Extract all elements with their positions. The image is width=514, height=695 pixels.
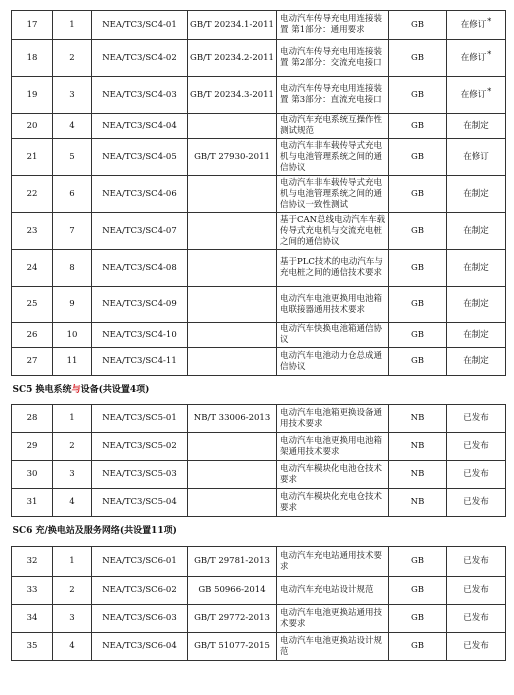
- plan-number-cell: [92, 433, 188, 461]
- standard-name: 电动汽车电池更换用电池箱电联接器通用技术要求: [280, 293, 383, 315]
- standard-type: GB: [410, 329, 425, 340]
- plan-number-cell: [92, 250, 188, 287]
- status: 已发布: [463, 613, 489, 623]
- sc4-rows: [12, 11, 506, 376]
- standard-number: GB 50966-2014: [198, 585, 266, 595]
- standard-number: GB/T 29772-2013: [194, 613, 270, 623]
- status-cell: [447, 433, 506, 461]
- row-number-cell: [12, 348, 53, 376]
- table-row: [12, 348, 506, 376]
- sub-number-cell: [53, 287, 92, 323]
- plan-number-cell: [92, 176, 188, 213]
- plan-number-cell: [92, 547, 188, 577]
- row-number-cell: [12, 633, 53, 661]
- standard-type-cell: [389, 114, 447, 139]
- table-row: [12, 40, 506, 77]
- standard-type: GB: [410, 262, 425, 273]
- revision-star-mark: *: [487, 17, 492, 26]
- standard-name-cell: [277, 114, 389, 139]
- standard-name: 电动汽车非车载传导式充电机与电池管理系统之间的通信协议: [280, 140, 383, 173]
- status: 在修订: [460, 20, 487, 30]
- plan-number: NEA/TC3/SC5-01: [102, 413, 177, 423]
- standard-type-cell: [389, 633, 447, 661]
- sub-number-cell: [53, 139, 92, 176]
- standard-number-cell: [188, 11, 277, 40]
- standard-type-cell: [389, 489, 447, 517]
- standard-number-cell: [188, 176, 277, 213]
- standard-name: 电动汽车模块化充电仓技术要求: [280, 491, 383, 513]
- plan-number-cell: [92, 40, 188, 77]
- sub-number-cell: [53, 11, 92, 40]
- table-row: [12, 489, 506, 517]
- status-cell: [447, 633, 506, 661]
- row-number: 20: [26, 120, 38, 131]
- row-number: 23: [26, 225, 38, 236]
- sub-number: 9: [69, 299, 75, 309]
- row-number: 33: [26, 585, 38, 595]
- standard-name: 电动汽车传导充电用连接装置 第3部分：直流充电接口: [280, 84, 383, 105]
- standard-type: NB: [410, 413, 425, 423]
- sub-number-cell: [53, 40, 92, 77]
- row-number: 24: [26, 262, 38, 273]
- status: 在修订: [460, 53, 487, 63]
- standard-type-cell: [389, 213, 447, 250]
- table-row: [12, 323, 506, 348]
- sc5-section: [12, 376, 506, 405]
- standard-type-cell: [389, 40, 447, 77]
- status-cell: [447, 323, 506, 348]
- row-number: 34: [26, 613, 38, 623]
- sub-number-cell: [53, 433, 92, 461]
- standard-number-cell: [188, 433, 277, 461]
- plan-number: NEA/TC3/SC4-09: [102, 299, 177, 309]
- sc5-rows: [12, 405, 506, 517]
- standard-type: GB: [410, 299, 425, 309]
- row-number: 35: [26, 641, 38, 651]
- standard-number-cell: [188, 40, 277, 77]
- row-number-cell: [12, 405, 53, 433]
- status: 在制定: [463, 188, 489, 199]
- sub-number-cell: [53, 547, 92, 577]
- sub-number: 4: [69, 120, 75, 131]
- status: 已发布: [463, 585, 489, 595]
- standard-name-cell: [277, 405, 389, 433]
- sub-number: 2: [69, 52, 75, 63]
- standard-number: GB/T 20234.1-2011: [190, 19, 274, 30]
- standard-name-cell: [277, 139, 389, 176]
- sub-number: 2: [69, 441, 75, 451]
- standard-type-cell: [389, 250, 447, 287]
- sc6-rows: [12, 547, 506, 661]
- sub-number-cell: [53, 405, 92, 433]
- status: 在修订: [460, 90, 487, 100]
- standard-type-cell: [389, 577, 447, 605]
- plan-number: NEA/TC3/SC4-05: [102, 151, 177, 162]
- sub-number: 3: [69, 613, 75, 623]
- plan-number-cell: [92, 139, 188, 176]
- table-row: [12, 114, 506, 139]
- standard-number-cell: [188, 461, 277, 489]
- standard-number-cell: [188, 323, 277, 348]
- standard-number: GB/T 20234.2-2011: [190, 52, 274, 63]
- table-row: [12, 213, 506, 250]
- standard-number: GB/T 51077-2015: [194, 641, 270, 651]
- status-cell: [447, 348, 506, 376]
- row-number: 27: [26, 356, 38, 366]
- standard-name-cell: [277, 605, 389, 633]
- sub-number: 11: [66, 356, 78, 366]
- standard-type-cell: [389, 405, 447, 433]
- standard-number-cell: [188, 114, 277, 139]
- table-row: [12, 77, 506, 114]
- standard-number-cell: [188, 250, 277, 287]
- standard-name: 电动汽车充电系统互操作性测试规范: [280, 115, 383, 136]
- standard-type: GB: [410, 585, 425, 595]
- standard-type-cell: [389, 433, 447, 461]
- status: 在制定: [463, 225, 489, 236]
- plan-number: NEA/TC3/SC6-03: [102, 613, 177, 623]
- status-cell: [447, 489, 506, 517]
- plan-number: NEA/TC3/SC6-02: [102, 585, 177, 595]
- standard-number-cell: [188, 489, 277, 517]
- standard-type: NB: [410, 441, 425, 451]
- plan-number: NEA/TC3/SC5-02: [102, 441, 177, 451]
- sub-number: 4: [69, 641, 75, 651]
- table-row: [12, 605, 506, 633]
- standard-number-cell: [188, 287, 277, 323]
- row-number-cell: [12, 77, 53, 114]
- standard-name: 电动汽车充电站设计规范: [280, 585, 374, 595]
- sub-number-cell: [53, 114, 92, 139]
- table-row: [12, 250, 506, 287]
- plan-number: NEA/TC3/SC6-01: [102, 556, 177, 566]
- standard-name-cell: [277, 461, 389, 489]
- standard-name-cell: [277, 40, 389, 77]
- standard-type: GB: [410, 120, 425, 131]
- standard-type-cell: [389, 547, 447, 577]
- status: 在制定: [463, 329, 489, 340]
- standard-type: GB: [410, 641, 425, 651]
- status: 已发布: [463, 556, 489, 566]
- row-number: 29: [26, 441, 38, 451]
- row-number-cell: [12, 139, 53, 176]
- standard-name-cell: [277, 77, 389, 114]
- row-number-cell: [12, 213, 53, 250]
- standard-name: 电动汽车充电站通用技术要求: [280, 550, 383, 572]
- standard-name: 电动汽车传导充电用连接装置 第1部分：通用要求: [280, 14, 383, 35]
- plan-number-cell: [92, 11, 188, 40]
- sub-number: 3: [69, 469, 75, 479]
- status: 在制定: [463, 299, 489, 309]
- row-number: 32: [26, 556, 38, 566]
- standard-number-cell: [188, 547, 277, 577]
- standard-number: GB/T 27930-2011: [194, 151, 270, 162]
- status-cell: [447, 213, 506, 250]
- table-row: [12, 577, 506, 605]
- sub-number: 10: [66, 329, 78, 340]
- row-number: 28: [26, 413, 38, 423]
- status-cell: [447, 605, 506, 633]
- table-row: [12, 405, 506, 433]
- section-heading-row: [12, 376, 506, 405]
- standard-name-cell: [277, 250, 389, 287]
- row-number-cell: [12, 11, 53, 40]
- plan-number-cell: [92, 577, 188, 605]
- sub-number-cell: [53, 633, 92, 661]
- row-number: 19: [26, 89, 38, 100]
- standard-name-cell: [277, 633, 389, 661]
- sub-number-cell: [53, 176, 92, 213]
- plan-number-cell: [92, 461, 188, 489]
- plan-number: NEA/TC3/SC6-04: [102, 641, 177, 651]
- table-row: [12, 139, 506, 176]
- standard-name: 电动汽车传导充电用连接装置 第2部分：交流充电接口: [280, 47, 383, 68]
- plan-number: NEA/TC3/SC4-08: [102, 262, 177, 273]
- standard-name-cell: [277, 11, 389, 40]
- standard-name-cell: [277, 176, 389, 213]
- row-number: 21: [26, 151, 38, 162]
- plan-number-cell: [92, 348, 188, 376]
- sub-number: 4: [69, 497, 75, 507]
- sub-number-cell: [53, 323, 92, 348]
- row-number-cell: [12, 287, 53, 323]
- standard-name-cell: [277, 213, 389, 250]
- plan-number: NEA/TC3/SC4-10: [102, 329, 177, 340]
- standard-name-cell: [277, 489, 389, 517]
- standard-number: GB/T 20234.3-2011: [190, 89, 274, 100]
- section-heading-row: [12, 517, 506, 547]
- plan-number-cell: [92, 633, 188, 661]
- standard-number: NB/T 33006-2013: [193, 413, 271, 423]
- standard-number-cell: [188, 213, 277, 250]
- plan-number: NEA/TC3/SC4-01: [102, 19, 177, 30]
- plan-number-cell: [92, 213, 188, 250]
- row-number-cell: [12, 114, 53, 139]
- standard-name: 电动汽车电池动力仓总成通信协议: [280, 350, 383, 372]
- standard-name: 电动汽车模块化电池仓技术要求: [280, 463, 383, 485]
- sub-number-cell: [53, 250, 92, 287]
- sub-number: 5: [69, 151, 75, 162]
- row-number-cell: [12, 433, 53, 461]
- revision-star-mark: *: [487, 50, 492, 59]
- standard-type-cell: [389, 323, 447, 348]
- plan-number: NEA/TC3/SC4-03: [102, 89, 177, 100]
- sub-number: 6: [69, 188, 75, 199]
- row-number-cell: [12, 250, 53, 287]
- table-row: [12, 433, 506, 461]
- standard-name-cell: [277, 348, 389, 376]
- status-cell: [447, 287, 506, 323]
- standard-number-cell: [188, 577, 277, 605]
- row-number: 22: [26, 188, 38, 199]
- standard-type-cell: [389, 287, 447, 323]
- table-row: [12, 633, 506, 661]
- standard-type: NB: [410, 469, 425, 479]
- table-row: [12, 287, 506, 323]
- standard-type-cell: [389, 139, 447, 176]
- plan-number-cell: [92, 323, 188, 348]
- status: 在制定: [463, 120, 489, 131]
- row-number: 30: [26, 469, 38, 479]
- plan-number: NEA/TC3/SC4-07: [102, 225, 177, 236]
- standard-number-cell: [188, 405, 277, 433]
- row-number: 26: [26, 329, 38, 340]
- standard-number-cell: [188, 77, 277, 114]
- sub-number-cell: [53, 77, 92, 114]
- standard-type: GB: [410, 356, 425, 366]
- standard-type: GB: [410, 188, 425, 199]
- table-row: [12, 11, 506, 40]
- status-cell: [447, 547, 506, 577]
- table-row: [12, 461, 506, 489]
- row-number-cell: [12, 547, 53, 577]
- status-cell: [447, 114, 506, 139]
- table-row: [12, 176, 506, 213]
- status-cell: [447, 250, 506, 287]
- status-cell: [447, 176, 506, 213]
- standard-name: 电动汽车电池更换用电池箱架通用技术要求: [280, 435, 383, 457]
- sc6-section: [12, 517, 506, 547]
- row-number: 31: [26, 497, 38, 507]
- plan-number: NEA/TC3/SC5-04: [102, 497, 177, 507]
- status-cell: [447, 577, 506, 605]
- plan-number-cell: [92, 287, 188, 323]
- sub-number-cell: [53, 489, 92, 517]
- plan-number-cell: [92, 489, 188, 517]
- standard-name: 电动汽车非车载传导式充电机与电池管理系统之间的通信协议一致性测试: [280, 177, 383, 210]
- sub-number: 8: [69, 262, 75, 273]
- standard-type: GB: [410, 151, 425, 162]
- standard-name-cell: [277, 547, 389, 577]
- status: 已发布: [463, 641, 489, 651]
- standard-type: GB: [410, 556, 425, 566]
- standard-name-cell: [277, 287, 389, 323]
- standard-type-cell: [389, 605, 447, 633]
- row-number-cell: [12, 605, 53, 633]
- standard-type-cell: [389, 461, 447, 489]
- standard-type: NB: [410, 497, 425, 507]
- sub-number: 2: [69, 585, 75, 595]
- standard-name: 电动汽车快换电池箱通信协议: [280, 324, 383, 345]
- row-number: 25: [26, 299, 38, 309]
- row-number-cell: [12, 577, 53, 605]
- status-cell: [447, 40, 506, 77]
- row-number-cell: [12, 461, 53, 489]
- sub-number-cell: [53, 605, 92, 633]
- standard-name: 电动汽车电池箱更换设备通用技术要求: [280, 407, 383, 429]
- plan-number: NEA/TC3/SC4-06: [102, 188, 177, 199]
- standard-name-cell: [277, 323, 389, 348]
- plan-number: NEA/TC3/SC5-03: [102, 469, 177, 479]
- sub-number-cell: [53, 213, 92, 250]
- status: 已发布: [463, 469, 489, 479]
- status: 已发布: [463, 497, 489, 507]
- standard-type: GB: [410, 52, 425, 63]
- section-heading-sc5: SC5 换电系统与设备(共设置4项): [12, 376, 506, 405]
- standard-type-cell: [389, 11, 447, 40]
- standard-name-cell: [277, 433, 389, 461]
- standard-type: GB: [410, 225, 425, 236]
- standard-type-cell: [389, 348, 447, 376]
- status-cell: [447, 11, 506, 40]
- row-number: 18: [26, 52, 38, 63]
- sub-number: 1: [69, 19, 75, 30]
- standard-name-cell: [277, 577, 389, 605]
- row-number: 17: [26, 19, 38, 30]
- sub-number-cell: [53, 461, 92, 489]
- standard-number-cell: [188, 633, 277, 661]
- section-heading-sc6: SC6 充/换电站及服务网络(共设置11项): [12, 517, 506, 547]
- plan-number-cell: [92, 77, 188, 114]
- status-cell: [447, 139, 506, 176]
- standard-type-cell: [389, 77, 447, 114]
- standard-type: GB: [410, 613, 425, 623]
- plan-number-cell: [92, 114, 188, 139]
- row-number-cell: [12, 176, 53, 213]
- sub-number: 1: [69, 413, 75, 423]
- status: 在制定: [463, 356, 489, 366]
- standard-type: GB: [410, 89, 425, 100]
- plan-number: NEA/TC3/SC4-04: [102, 120, 177, 131]
- status: 已发布: [463, 413, 489, 423]
- standard-name: 电动汽车电池更换站设计规范: [280, 635, 383, 657]
- sub-number: 7: [69, 225, 75, 236]
- row-number-cell: [12, 489, 53, 517]
- status-cell: [447, 77, 506, 114]
- plan-number-cell: [92, 605, 188, 633]
- plan-number: NEA/TC3/SC4-11: [102, 356, 177, 366]
- standard-type: GB: [410, 19, 425, 30]
- revision-star-mark: *: [487, 87, 492, 96]
- standard-number-cell: [188, 139, 277, 176]
- status: 已发布: [463, 441, 489, 451]
- standards-table: [11, 10, 506, 661]
- sub-number-cell: [53, 348, 92, 376]
- sub-number-cell: [53, 577, 92, 605]
- plan-number: NEA/TC3/SC4-02: [102, 52, 177, 63]
- standard-number: GB/T 29781-2013: [194, 556, 270, 566]
- standard-name: 基于PLC技术的电动汽车与充电桩之间的通信技术要求: [280, 257, 383, 278]
- status: 在修订: [463, 151, 489, 162]
- row-number-cell: [12, 40, 53, 77]
- standard-name: 基于CAN总线电动汽车车载传导式充电机与交流充电桩之间的通信协议: [280, 214, 386, 247]
- sub-number: 3: [69, 89, 75, 100]
- standard-number-cell: [188, 605, 277, 633]
- sub-number: 1: [69, 556, 75, 566]
- status-cell: [447, 461, 506, 489]
- status-cell: [447, 405, 506, 433]
- table-row: [12, 547, 506, 577]
- standard-type-cell: [389, 176, 447, 213]
- standard-name: 电动汽车电池更换站通用技术要求: [280, 607, 383, 629]
- status: 在制定: [463, 262, 489, 273]
- plan-number-cell: [92, 405, 188, 433]
- standard-number-cell: [188, 348, 277, 376]
- row-number-cell: [12, 323, 53, 348]
